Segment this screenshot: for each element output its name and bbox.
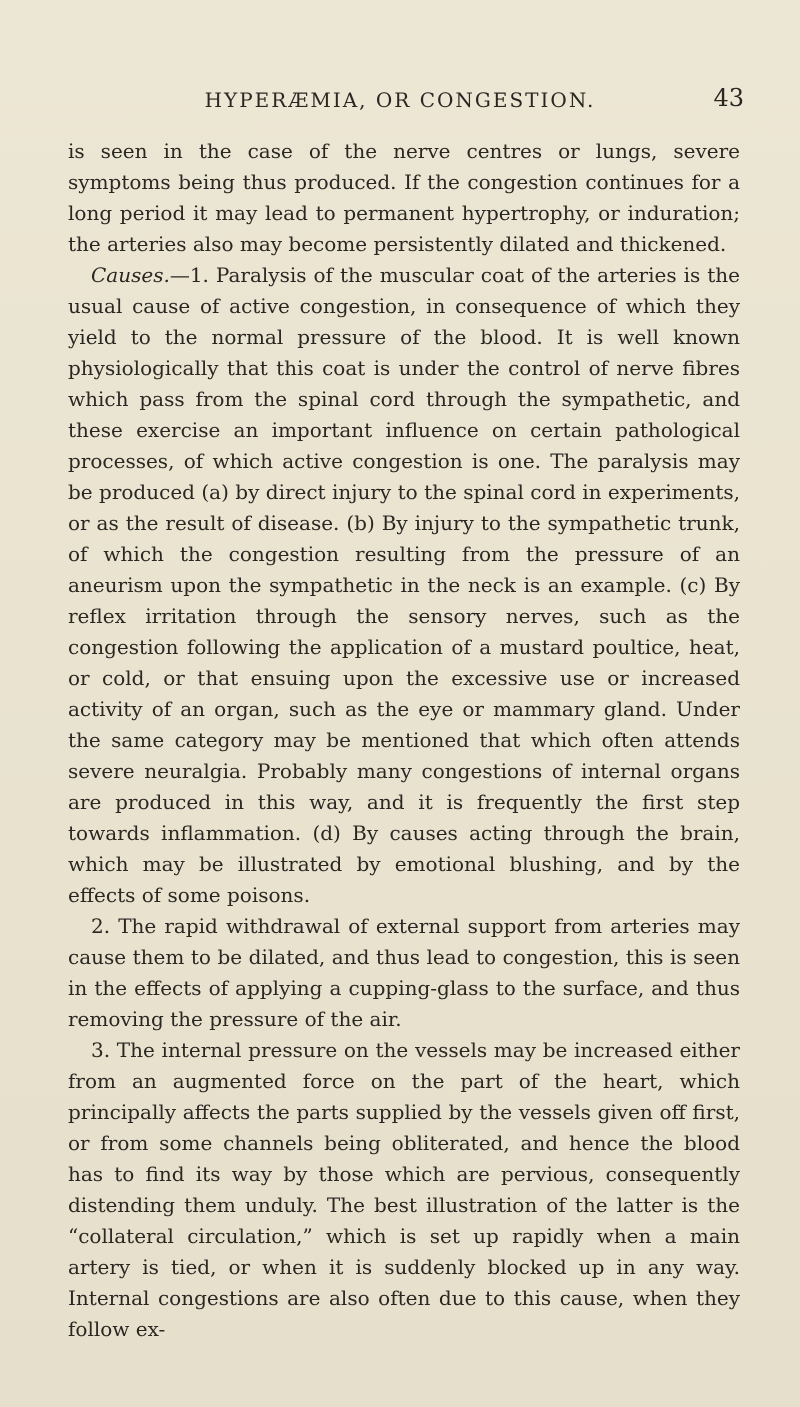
running-head: HYPERÆMIA, OR CONGESTION. <box>204 88 596 112</box>
paragraph-text: 2. The rapid withdrawal of external support from arteries may cause them to be dilated, and thus lead to congestion, this is seen in the effects of applying a cupping-glass to the surface, and thus removing the pressure of the air. <box>68 914 740 1031</box>
paragraph-text: —1. Paralysis of the muscular coat of the arteries is the usual cause of active congestion, in consequence of which they yield to the normal pressure of the blood. It is well known physiologically that this coat is under the control of nerve fibres which pass from the spinal cord through the sympathetic, and these exercise an important influence on certain pathological processes, of which active congestion is one. The paralysis may be produced (a) by direct injury to the spinal cord in experiments, or as the result of disease. (b) By injury to the sympathetic trunk, of which the congestion resulting from the pressure of an aneurism upon the sympathetic in the neck is an example. (c) By reflex irritation through the sensory nerves, such as the congestion following the application of a mustard poultice, heat, or cold, or that ensuing upon the excessive use or increased activity of an organ, such as the eye or mammary gland. Under the same category may be mentioned that which often attends severe neuralgia. Probably many congestions of internal organs are produced in this way, and it is frequently the first step towards inflammation. (d) By causes acting through the brain, which may be illustrated by emotional blushing, and by the effects of some poisons. <box>68 263 740 907</box>
paragraph <box>68 911 740 1035</box>
paragraph-text: is seen in the case of the nerve centres or lungs, severe symptoms being thus produced. If the congestion continues for a long period it may lead to permanent hypertrophy, or induration; the arteries also may become persistently dilated and thickened. <box>68 139 740 256</box>
body-text <box>68 136 740 1345</box>
paragraph <box>68 260 740 911</box>
paragraph <box>68 1035 740 1345</box>
page-header <box>0 80 800 120</box>
paragraph <box>68 136 740 260</box>
section-heading-causes: Causes. <box>91 263 170 287</box>
page-number: 43 <box>713 84 744 112</box>
paragraph-text: 3. The internal pressure on the vessels may be increased either from an augmented force on the part of the heart, which principally affects the parts supplied by the vessels given off first, or from some channels being obliterated, and hence the blood has to find its way by those which are pervious, consequently distending them unduly. The best illustration of the latter is the “collateral circulation,” which is set up rapidly when a main artery is tied, or when it is suddenly blocked up in any way. Internal congestions are also often due to this cause, when they follow ex- <box>68 1038 740 1341</box>
